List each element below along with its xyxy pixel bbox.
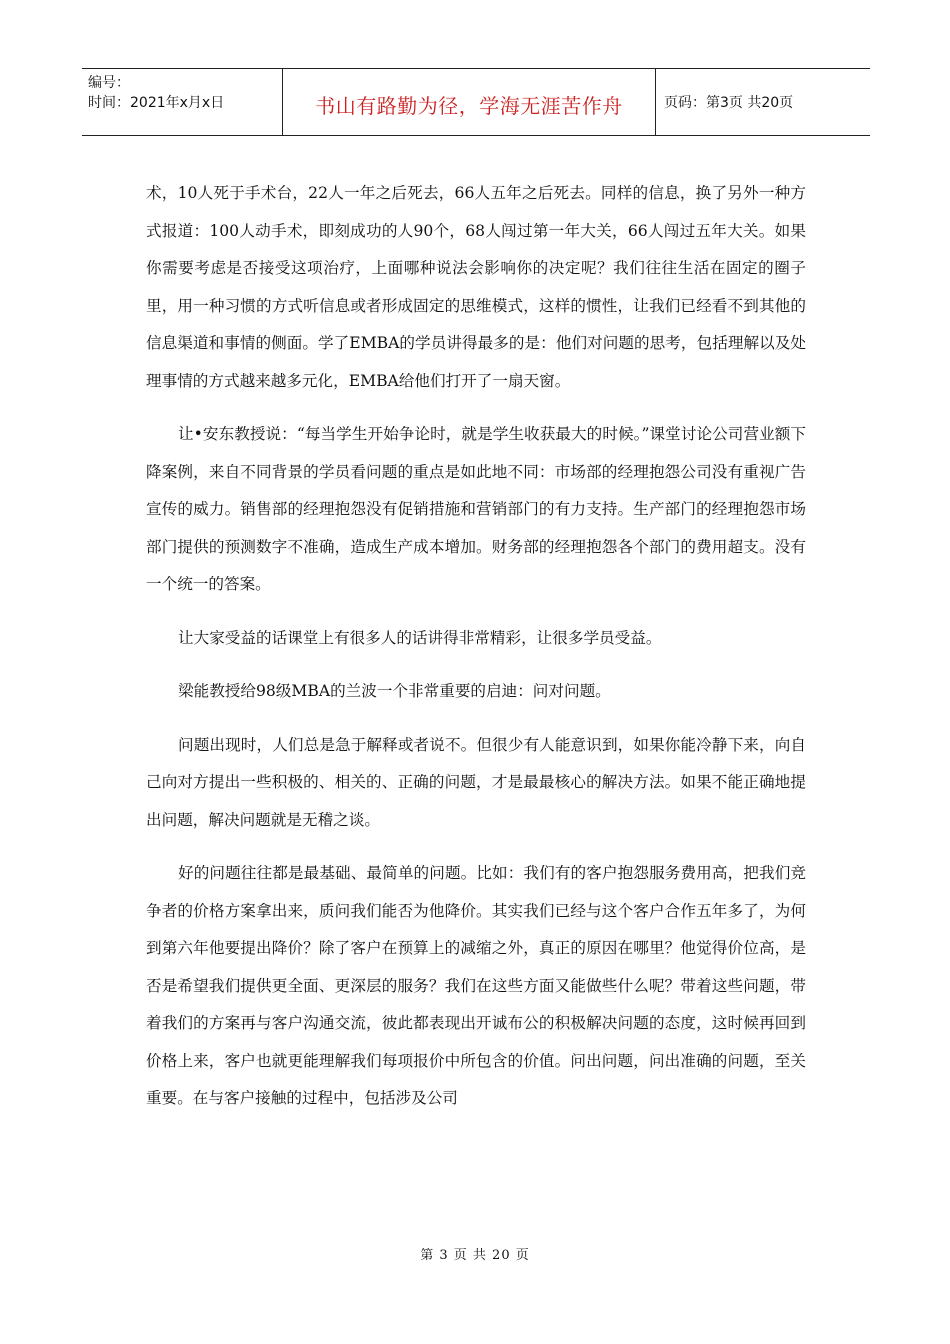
page-footer: 第 3 页 共 20 页 — [420, 1248, 530, 1263]
body-paragraph: 让•安东教授说：“每当学生开始争论时，就是学生收获最大的时候。”课堂讨论公司营业额下降案例，来自不同背景的学员看问题的重点是如此地不同：市场部的经理抱怨公司没有重视广告宣传的威力。销售部的经理抱怨没有促销措施和营销部门的有力支持。生产部门的经理抱怨市场部门提供的预测数字不准确，造成生产成本增加。财务部的经理抱怨各个部门的费用超支。没有一个统一的答案。 — [146, 425, 806, 593]
body-paragraph: 让大家受益的话课堂上有很多人的话讲得非常精彩，让很多学员受益。 — [178, 628, 662, 647]
document-date-label: 时间：2021年x月x日 — [88, 95, 225, 111]
header-meta — [88, 73, 288, 113]
document-number-label: 编号： — [88, 75, 130, 91]
body-paragraph: 问题出现时，人们总是急于解释或者说不。但很少有人能意识到，如果你能冷静下来，向自己向对方提出一些积极的、相关的、正确的问题，才是最最核心的解决方法。如果不能正确地提出问题，解决问题就是无稽之谈。 — [146, 735, 806, 829]
header-motto-cell — [282, 69, 656, 135]
document-body — [146, 175, 806, 1134]
page-header — [82, 68, 870, 136]
body-paragraph: 术，10人死于手术台，22人一年之后死去，66人五年之后死去。同样的信息，换了另外一种方式报道：100人动手术，即刻成功的人90个，68人闯过第一年大关，66人闯过五年大关。如果你需要考虑是否接受这项治疗，上面哪种说法会影响你的决定呢？我们往往生活在固定的圈子里，用一种习惯的方式听信息或者形成固定的思维模式，这样的惯性，让我们已经看不到其他的信息渠道和事情的侧面。学了EMBA的学员讲得最多的是：他们对问题的思考，包括理解以及处理事情的方式越来越多元化，EMBA给他们打开了一扇天窗。 — [146, 184, 806, 390]
header-page-number: 页码：第3页 共20页 — [664, 95, 794, 111]
header-motto: 书山有路勤为径，学海无涯苦作舟 — [315, 93, 623, 118]
body-paragraph: 梁能教授给98级MBA的兰波一个非常重要的启迪：问对问题。 — [178, 682, 611, 700]
body-paragraph: 好的问题往往都是最基础、最简单的问题。比如：我们有的客户抱怨服务费用高，把我们竞争者的价格方案拿出来，质问我们能否为他降价。其实我们已经与这个客户合作五年多了，为何到第六年他要提出降价？除了客户在预算上的减缩之外，真正的原因在哪里？他觉得价位高，是否是希望我们提供更全面、更深层的服务？我们在这些方面又能做些什么呢？带着这些问题，带着我们的方案再与客户沟通交流，彼此都表现出开诚布公的积极解决问题的态度，这时候再回到价格上来，客户也就更能理解我们每项报价中所包含的价值。问出问题，问出准确的问题，至关重要。在与客户接触的过程中，包括涉及公司 — [146, 864, 806, 1107]
